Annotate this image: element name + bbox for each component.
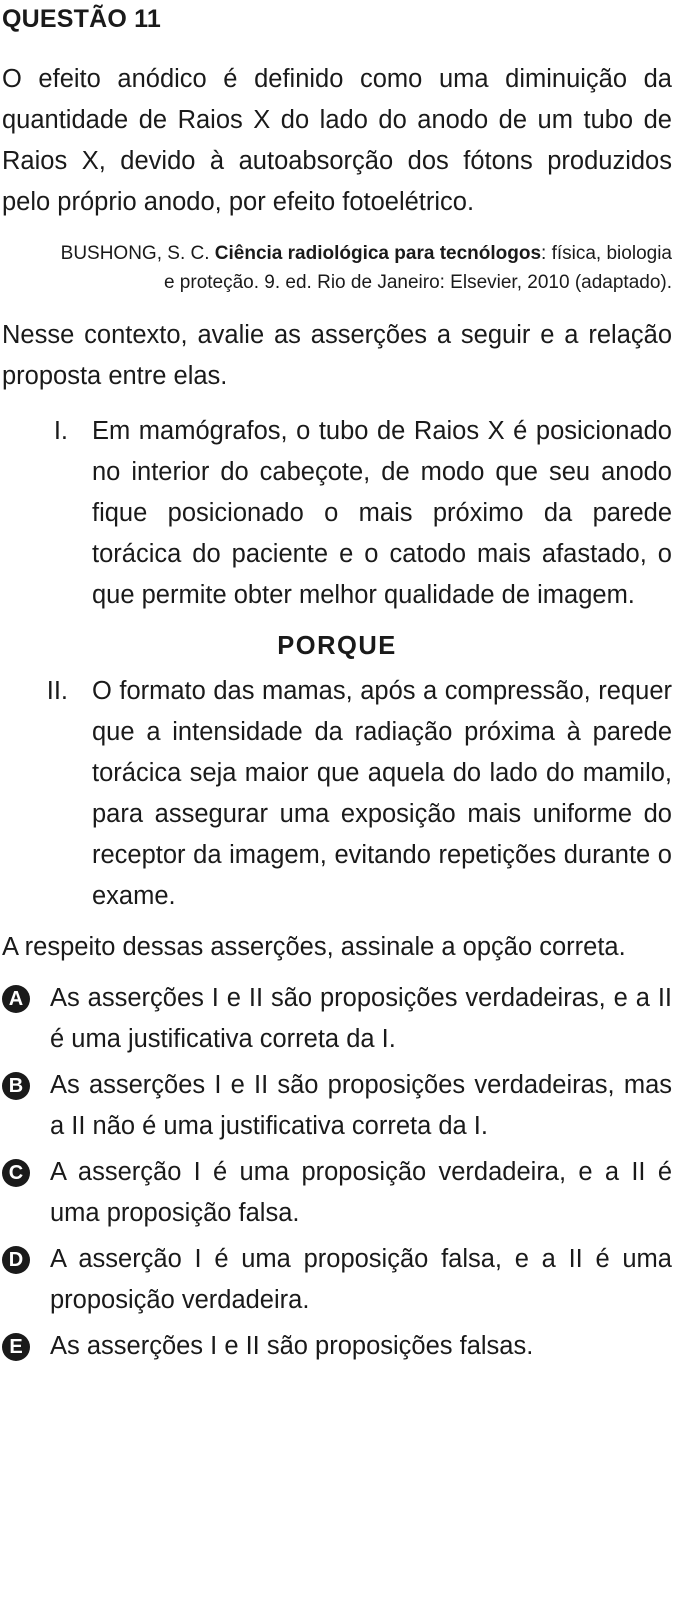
question-title: QUESTÃO 11 [2, 5, 161, 33]
citation-book: Ciência radiológica para tecnólogos [214, 243, 542, 264]
assertion-1-text: Em mamógrafos, o tubo de Raios X é posicionado no interior do cabeçote, de modo que seu anodo fique posicionado o mais próximo da parede torácica do paciente e o catodo mais afastado, o que permite obter melhor qualidade de imagem. [92, 417, 672, 609]
question-prompt: A respeito dessas asserções, assinale a opção correta. [2, 933, 626, 961]
option-d-text: A asserção I é uma proposição falsa, e a II é uma proposição verdadeira. [50, 1245, 672, 1314]
option-c-badge-icon: C [2, 1159, 30, 1187]
assertion-1 [2, 411, 672, 616]
citation-details-1: : física, biologia [541, 243, 672, 264]
option-d-badge-icon: D [2, 1246, 30, 1274]
citation-details-2: e proteção. 9. ed. Rio de Janeiro: Elsevier, 2010 (adaptado). [163, 272, 672, 293]
option-a-badge-icon: A [2, 985, 30, 1013]
option-b[interactable] [2, 1065, 672, 1147]
assertion-2 [2, 671, 672, 917]
option-a[interactable] [2, 978, 672, 1060]
option-b-badge-icon: B [2, 1072, 30, 1100]
citation [2, 239, 672, 297]
option-e-text: As asserções I e II são proposições falsas. [50, 1332, 534, 1360]
assertion-2-text: O formato das mamas, após a compressão, requer que a intensidade da radiação próxima à parede torácica seja maior que aquela do lado do mamilo, para assegurar uma exposição mais uniforme do receptor da imagem, evitando repetições durante o exame. [92, 677, 672, 910]
assertion-1-label: I. [53, 417, 68, 445]
assertion-2-label: II. [46, 677, 68, 705]
option-c[interactable] [2, 1152, 672, 1234]
option-c-text: A asserção I é uma proposição verdadeira, e a II é uma proposição falsa. [50, 1158, 672, 1227]
option-d[interactable] [2, 1239, 672, 1321]
option-a-text: As asserções I e II são proposições verdadeiras, e a II é uma justificativa correta da I. [50, 984, 672, 1053]
question-page [2, 0, 672, 1372]
connector-porque: PORQUE [277, 632, 397, 660]
answer-options [2, 978, 672, 1367]
intro-paragraph: O efeito anódico é definido como uma diminuição da quantidade de Raios X do lado do anodo de um tubo de Raios X, devido à autoabsorção dos fótons produzidos pelo próprio anodo, por efeito fotoelétrico. [2, 65, 672, 216]
context-paragraph: Nesse contexto, avalie as asserções a seguir e a relação proposta entre elas. [2, 321, 672, 390]
citation-author: BUSHONG, S. C. [60, 243, 210, 264]
option-e[interactable] [2, 1326, 672, 1367]
option-e-badge-icon: E [2, 1333, 30, 1361]
option-b-text: As asserções I e II são proposições verdadeiras, mas a II não é uma justificativa correta da I. [50, 1071, 672, 1140]
